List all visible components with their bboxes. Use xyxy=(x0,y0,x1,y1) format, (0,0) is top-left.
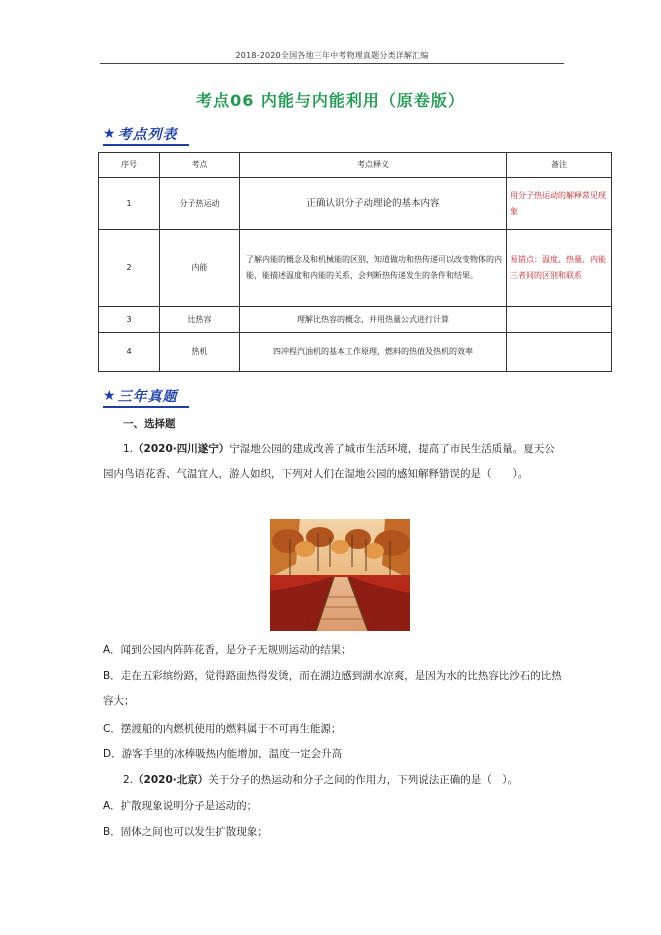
cell-desc: 四冲程汽油机的基本工作原理，燃料的热值及热机的效率 xyxy=(240,333,507,372)
cell-point: 分子热运动 xyxy=(160,178,240,230)
page-title: 考点06 内能与内能利用（原卷版） xyxy=(196,91,465,110)
cell-no: 3 xyxy=(99,307,160,333)
table-row xyxy=(99,333,612,372)
choice-heading: 一、选择题 xyxy=(123,418,176,430)
cell-remark: 用分子热运动的解释常见现象 xyxy=(507,178,612,230)
park-boardwalk-photo xyxy=(270,519,410,631)
option-2-a: A．扩散现象说明分子是运动的； xyxy=(103,800,258,812)
cell-desc: 理解比热容的概念，并用热量公式进行计算 xyxy=(240,307,507,333)
star-icon: ★ xyxy=(103,388,116,404)
option-2-b: B．固体之间也可以发生扩散现象； xyxy=(103,826,268,838)
cell-no: 4 xyxy=(99,333,160,372)
header-rule xyxy=(100,63,564,64)
cell-point: 热机 xyxy=(160,333,240,372)
section-heading-kaodian xyxy=(103,124,178,144)
section-underline xyxy=(103,144,189,146)
option-1-b: B．走在五彩缤纷路，觉得路面热得发烫，而在湖边感到湖水凉爽，是因为水的比热容比沙石的比热容大； xyxy=(103,670,562,707)
option-1-d: D．游客手里的冰棒吸热内能增加，温度一定会升高 xyxy=(103,748,343,760)
header-cell: 序号 xyxy=(99,153,160,178)
table-header-row xyxy=(99,153,612,178)
question-1-stem xyxy=(103,437,563,487)
table-row xyxy=(99,178,612,230)
question-source: （2020·北京） xyxy=(133,774,209,786)
cell-desc: 了解内能的概念及和机械能的区别，知道做功和热传递可以改变物体的内能，能描述温度和内能的关系，会判断热传递发生的条件和结果。 xyxy=(240,230,507,307)
kaodian-table xyxy=(98,152,612,372)
option-1-c: C．摆渡船的内燃机使用的燃料属于不可再生能源； xyxy=(103,723,342,735)
cell-remark xyxy=(507,333,612,372)
cell-remark xyxy=(507,307,612,333)
section-heading-sannian xyxy=(103,386,178,406)
question-text: 关于分子的热运动和分子之间的作用力，下列说法正确的是（ ）。 xyxy=(208,774,518,786)
question-text: 宁湿地公园的建成改善了城市生活环境，提高了市民生活质量。夏天公园内鸟语花香、气温宜人，游人如织，下列对人们在湿地公园的感知解释错误的是（ ）。 xyxy=(103,443,555,480)
header-cell: 备注 xyxy=(507,153,612,178)
question-number: 2. xyxy=(123,774,134,786)
cell-remark: 易错点：温度、热量、内能三者间的区别和联系 xyxy=(507,230,612,307)
table-row xyxy=(99,307,612,333)
option-1-a: A．闻到公园内阵阵花香，是分子无规则运动的结果； xyxy=(103,644,352,656)
cell-desc: 正确认识分子动理论的基本内容 xyxy=(240,178,507,230)
question-number: 1. xyxy=(123,443,134,455)
cell-point: 内能 xyxy=(160,230,240,307)
question-2-stem xyxy=(103,768,563,793)
running-header: 2018-2020全国各地三年中考物理真题分类详解汇编 xyxy=(235,51,429,60)
header-cell: 考点释义 xyxy=(240,153,507,178)
section-underline xyxy=(103,406,189,408)
section-heading-text: 三年真题 xyxy=(117,389,178,405)
section-heading-text: 考点列表 xyxy=(117,127,178,143)
question-source: （2020·四川遂宁） xyxy=(133,443,230,455)
cell-no: 2 xyxy=(99,230,160,307)
header-cell: 考点 xyxy=(160,153,240,178)
star-icon: ★ xyxy=(103,126,116,142)
cell-point: 比热容 xyxy=(160,307,240,333)
cell-no: 1 xyxy=(99,178,160,230)
table-row xyxy=(99,230,612,307)
